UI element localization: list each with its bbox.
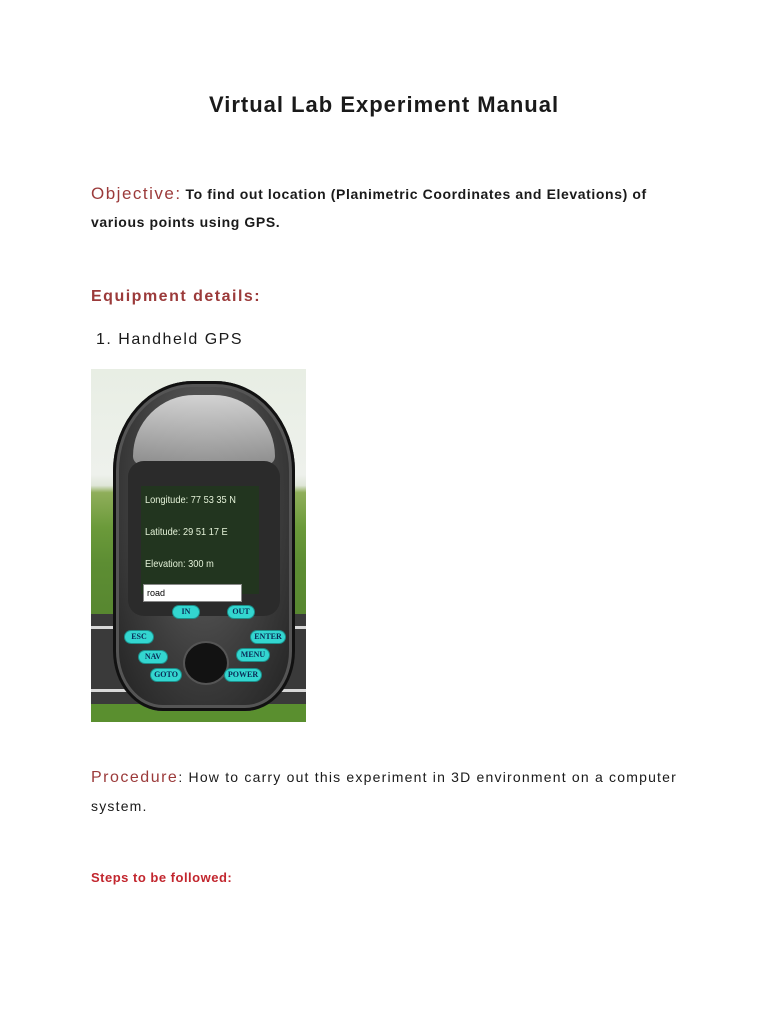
gps-location-input[interactable]: road — [143, 584, 242, 602]
gps-in-button[interactable]: IN — [173, 606, 199, 618]
gps-goto-button[interactable]: GOTO — [151, 669, 181, 681]
gps-device-image — [91, 369, 306, 722]
gps-nav-button[interactable]: NAV — [139, 651, 167, 663]
gps-screen — [141, 486, 259, 594]
gps-dpad[interactable] — [185, 643, 227, 683]
procedure-label: Procedure — [91, 769, 179, 786]
gps-out-button[interactable]: OUT — [228, 606, 254, 618]
gps-longitude: Longitude: 77 53 35 N — [145, 494, 236, 506]
procedure-text: : How to carry out this experiment in 3D environment on a computer system. — [91, 769, 677, 814]
gps-enter-button[interactable]: ENTER — [251, 631, 285, 643]
steps-heading: Steps to be followed: — [91, 870, 233, 885]
gps-menu-button[interactable]: MENU — [237, 649, 269, 661]
page-title: Virtual Lab Experiment Manual — [208, 92, 560, 117]
gps-device-body — [113, 381, 295, 711]
objective-label: Objective: — [91, 184, 182, 203]
objective-paragraph — [91, 180, 681, 236]
gps-latitude: Latitude: 29 51 17 E — [145, 526, 228, 538]
equipment-heading: Equipment details: — [91, 288, 262, 305]
gps-power-button[interactable]: POWER — [225, 669, 261, 681]
equipment-item: 1. Handheld GPS — [96, 331, 244, 348]
gps-esc-button[interactable]: ESC — [125, 631, 153, 643]
gps-device-top-cap — [133, 395, 275, 465]
gps-elevation: Elevation: 300 m — [145, 558, 214, 570]
procedure-paragraph — [91, 763, 677, 820]
objective-text: To find out location (Planimetric Coordinates and Elevations) of various points using GPS. — [91, 186, 647, 230]
